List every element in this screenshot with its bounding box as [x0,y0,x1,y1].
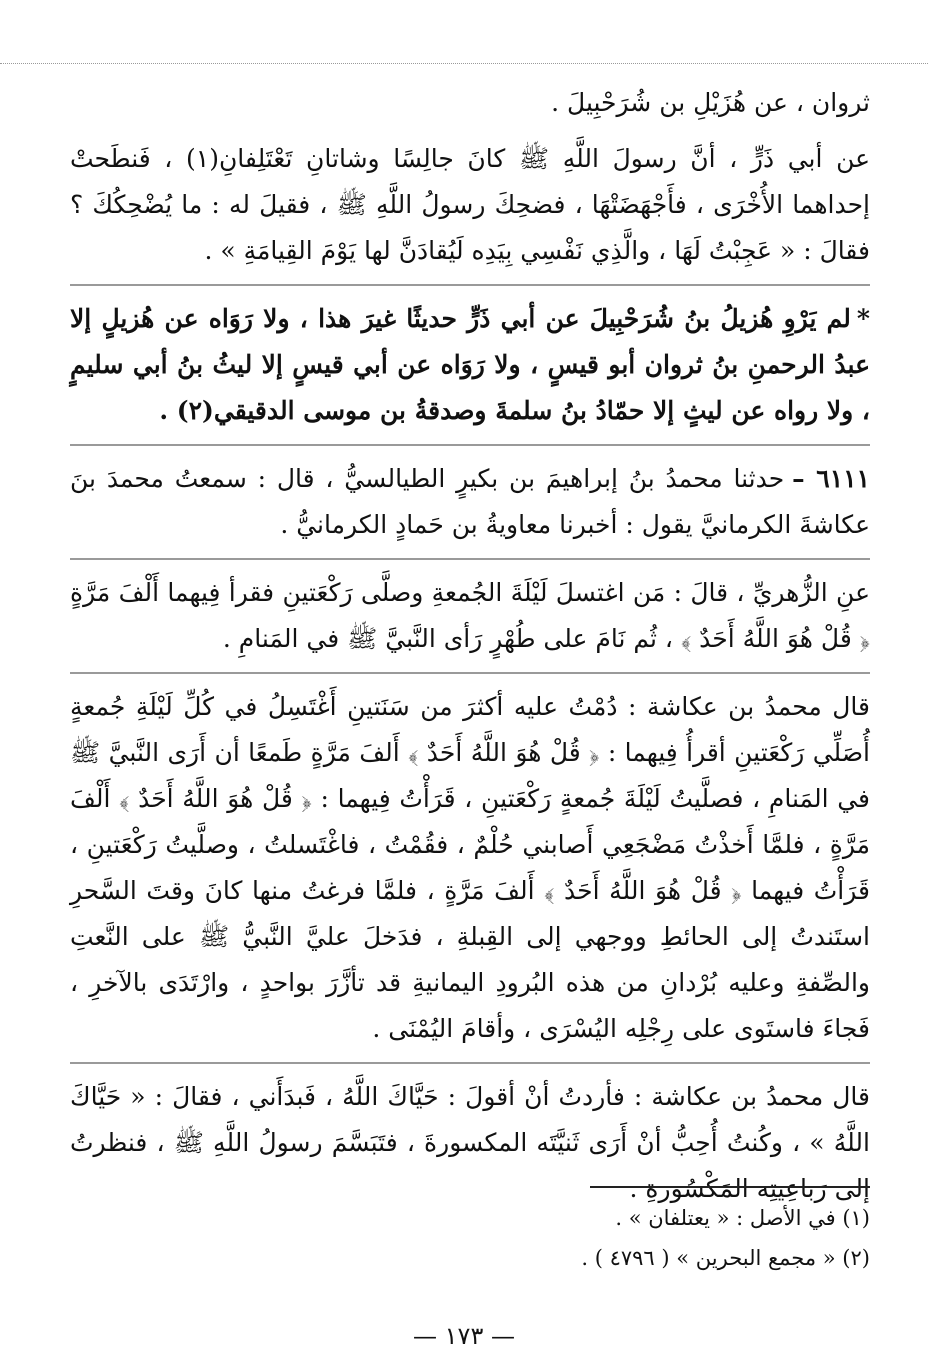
section-divider [70,672,870,674]
section-divider [70,284,870,286]
page-number: — ١٧٣ — [413,1322,515,1350]
ibn-ukasha-narration: قال محمدُ بن عكاشة : دُمْتُ عليه أكثرَ من سَنَتينِ أَغْتَسِلُ في كُلِّ لَيْلَةِ جُمعةٍ أُصَلِّي رَكْعَتينِ أقرأُ فِيهما : ﴿ قُلْ هُوَ اللَّهُ أَحَدٌ ﴾ أَلفَ مَرَّةٍ طَمعًا أن أَرَى النَّبيَّ ﷺ في المَنامِ ، فصلَّيتُ لَيْلَةَ جُمعةٍ رَكْعَتينِ ، قَرَأْتُ فِيهما : ﴿ قُلْ هُوَ اللَّهُ أَحَدٌ ﴾ أَلْفَ مَرَّةٍ ، فلمَّا أَخذْتُ مَضْجَعِي أَصابني حُلْمٌ ، فقُمْتُ ، فاغْتَسلتُ ، وصلَّيتُ رَكْعَتينِ ، قَرَأْتُ فيهما ﴿ قُلْ هُوَ اللَّهُ أَحَدٌ ﴾ أَلفَ مَرَّةٍ ، فلمَّا فرغتُ منها كانَ وقتَ السَّحرِ استَندتُ إلى الحائطِ ووجهي إلى القِبلةِ ، فدَخلَ عليَّ النَّبيُّ ﷺ على النَّعتِ والصِّفةِ وعليه بُرْدانِ من هذه البُرودِ اليمانيةِ قد تأزَّرَ بواحدٍ ، وارْتَدَى بالآخرِ ، فَجاءَ فاستَوى على رِجْلِه اليُسْرَى ، وأقامَ اليُمْنَى . [70,692,870,1043]
section-divider [70,444,870,446]
commentary-text: لم يَرْوِ هُزيلُ بنُ شُرَحْبِيلَ عن أبي ذَرٍّ حديثًا غيرَ هذا ، ولا رَوَاه عن هُزيلٍ إلا عبدُ الرحمنِ بنُ ثروان أبو قيسٍ ، ولا رَوَاه عن أبي قيسٍ إلا ليثُ بنُ أبي سليمٍ ، ولا رواه عن ليثٍ إلا حمّادُ بنُ سلمةَ وصدقةُ بن موسى الدقيقي(٢) . [70,304,870,425]
hadith-6111-isnad [70,456,870,548]
author-commentary [70,296,870,434]
footnote-2: (٢) « مجمع البحرين » ( ٤٧٩٦ ) . [581,1246,870,1270]
footnotes [70,1186,870,1278]
isnad-text: حدثنا محمدُ بنُ إبراهيمَ بن بكيرٍ الطيالسيُّ ، قال : سمعتُ محمدَ بنَ عكاشةَ الكرمانيَّ يقول : أخبرنا معاويةُ بن حَمادٍ الكرمانيُّ . [70,464,870,539]
hadith-text-goats: عن أبي ذَرٍّ ، أنَّ رسولَ اللَّهِ ﷺ كانَ جالِسًا وشاتانِ تَعْتَلِفانِ(١) ، فَنطَحتْ إحداهما الأُخْرَى ، فأَجْهَضَتْهَا ، فضحِكَ رسولُ اللَّهِ ﷺ ، فقيلَ له : ما يُضْحِكُكَ ؟ فقالَ : « عَجِبْتُ لَهَا ، والَّذِي نَفْسِي بِيَدِه لَيُقادَنَّ لها يَوْمَ القِيامَةِ » . [70,144,871,265]
section-divider [70,558,870,560]
hadith-number: ٦١١١ – [792,464,870,493]
isnad-continuation: ثروان ، عن هُزَيْلِ بن شُرَحْبِيلَ . [551,88,870,117]
footnote-rule [590,1186,870,1188]
page-body [70,80,870,1222]
footnote-1: (١) في الأصل : « يعتلفان » . [615,1206,870,1230]
section-divider [70,1062,870,1064]
top-dotted-rule [0,63,928,64]
zuhri-narration: عنِ الزُّهريِّ ، قالَ : مَن اغتسلَ لَيْلَةَ الجُمعةِ وصلَّى رَكْعَتينِ فقرأ فِيهما أَلْفَ مَرَّةٍ ﴿ قُلْ هُوَ اللَّهُ أَحَدٌ ﴾ ، ثُم نَامَ على طُهْرٍ رَأى النَّبيَّ ﷺ في المَنامِ . [70,578,870,653]
star-marker: * [856,304,870,333]
ibn-ukasha-conclusion: قال محمدُ بن عكاشة : فأردتُ أنْ أقولَ : حَيَّاكَ اللَّهُ ، فَبدَأَني ، فقالَ : « حَيَّاكَ اللَّهُ » ، وكُنتُ أُحِبُّ أنْ أَرَى ثَنيَّتَه المكسورةَ ، فتَبَسَّمَ رسولُ اللَّهِ ﷺ ، فنظرتُ إلى رَباعِيتِه المَكْسُورةِ . [70,1082,870,1203]
